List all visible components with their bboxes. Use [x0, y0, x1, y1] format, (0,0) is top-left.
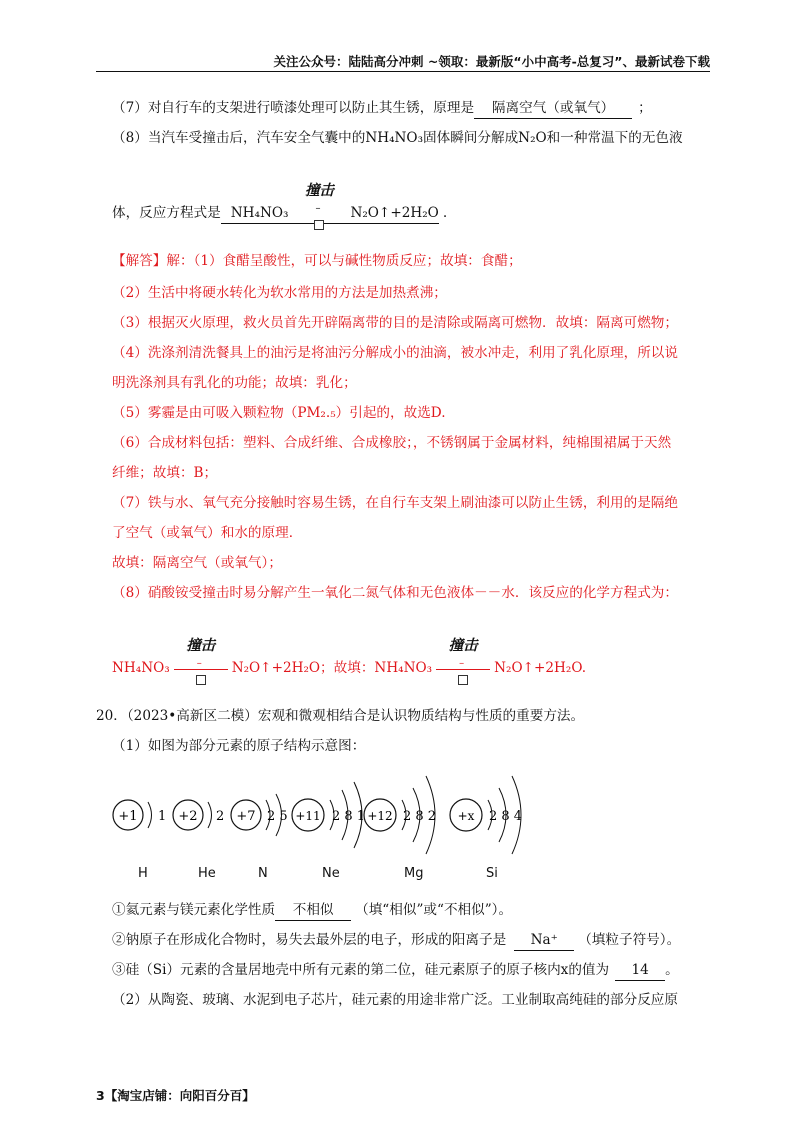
q8-reaction-arrow [288, 182, 350, 223]
q20-q1-suffix: （填“相似”或“不相似”）。 [355, 902, 513, 918]
placeholder-box-icon [458, 675, 468, 685]
q20-q1-answer: 不相似 [275, 900, 351, 921]
solution-line-3: （3）根据灭火原理，救火员首先开辟隔离带的目的是清除或隔离可燃物．故填：隔离可燃物； [112, 315, 678, 331]
solution-line-4: （4）洗涤剂清洗餐具上的油污是将油污分解成小的油滴，被水冲走，利用了乳化原理，所以说 [112, 345, 678, 361]
atom-si [450, 776, 522, 854]
arrow-bar [436, 669, 490, 670]
nucleus-label: +11 [295, 809, 321, 823]
nucleus-label: +7 [236, 809, 256, 824]
arrow-bar [174, 669, 228, 670]
shell-label: 2 8 1 [332, 809, 366, 824]
shell-label: 1 [158, 809, 167, 824]
atom-mg [364, 776, 436, 854]
element-symbol-si: Si [486, 866, 498, 881]
q8-suffix: . [442, 205, 448, 221]
solution-condition-2: 撞击 [448, 637, 478, 654]
solution-line-10: 了空气（或氧气）和水的原理． [112, 525, 303, 541]
q8-line2 [112, 182, 448, 224]
arrow-mark-icon: – [196, 658, 202, 669]
atom-h [113, 800, 166, 830]
placeholder-box-icon [196, 675, 206, 685]
q20-q3-answer: 14 [615, 960, 665, 981]
solution-line-6: （5）雾霾是由可吸入颗粒物（PM₂.₅）引起的，故选D. [112, 405, 446, 421]
solution-equation-line [112, 637, 587, 678]
solution-condition-1: 撞击 [186, 637, 216, 654]
q20-q3-line [112, 960, 679, 981]
solution-line-11: 故填：隔离空气（或氧气）； [112, 555, 282, 571]
solution-reaction-arrow-2 [432, 637, 494, 678]
q8-product: N₂O↑+2H₂O [350, 205, 439, 221]
solution-line-12: （8）硝酸铵受撞击时易分解产生一氧化二氮气体和无色液体－－水．该反应的化学方程式为： [112, 585, 678, 601]
nucleus-label: +12 [367, 809, 393, 823]
q20-q2-line [112, 930, 680, 951]
atom-he [173, 800, 224, 830]
q8-prefix: 体，反应方程式是 [112, 205, 221, 221]
q7-answer: 隔离空气（或氧气） [474, 98, 632, 119]
element-symbol-ne: Ne [322, 866, 340, 881]
solution-line-1: 【解答】解：（1）食醋呈酸性，可以与碱性物质反应；故填：食醋； [112, 253, 522, 269]
q20-q2-prefix: ②钠原子在形成化合物时，易失去最外层的电子，形成的阳离子是 [112, 932, 507, 948]
shell-label: 2 8 2 [403, 809, 437, 824]
atom-n [231, 794, 288, 836]
element-symbol-h: H [138, 866, 148, 881]
shell-label: 2 [216, 809, 225, 824]
q7-prefix: （7）对自行车的支架进行喷漆处理可以防止其生锈，原理是 [112, 100, 475, 116]
q20-q1-line [112, 900, 512, 921]
nucleus-label: +2 [178, 809, 198, 824]
solution-line-5: 明洗涤剂具有乳化的功能；故填：乳化； [112, 375, 357, 391]
solution-reaction-arrow-1 [170, 637, 232, 678]
q20-sub2: （2）从陶瓷、玻璃、水泥到电子芯片，硅元素的用途非常广泛。工业制取高纯硅的部分反应原 [112, 992, 678, 1008]
solution-product-1: N₂O↑+2H₂O；故填：NH₄NO₃ [231, 660, 433, 676]
q8-reactant: NH₄NO₃ [230, 205, 289, 221]
arrow-mark-icon: – [315, 203, 321, 214]
element-symbol-mg: Mg [404, 866, 424, 881]
solution-line-7: （6）合成材料包括：塑料、合成纤维、合成橡胶；，不锈钢属于金属材料，纯棉围裙属于天然 [112, 435, 672, 451]
solution-line-9: （7）铁与水、氧气充分接触时容易生锈，在自行车支架上刷油漆可以防止生锈，利用的是隔绝 [112, 495, 678, 511]
page-header: 关注公众号：陆陆高分冲刺 ~领取：最新版“小中高考-总复习”、最新试卷下载 [273, 54, 710, 69]
q8-condition: 撞击 [304, 182, 334, 199]
placeholder-box-icon [314, 220, 324, 230]
element-symbol-he: He [198, 866, 216, 881]
shell-label: 2 5 [267, 809, 288, 824]
q20-q1-prefix: ①氦元素与镁元素化学性质 [112, 902, 276, 918]
solution-line-8: 纤维；故填：B； [112, 465, 218, 481]
atomic-structure-diagram [110, 760, 550, 880]
q20-q2-answer: Na⁺ [514, 930, 574, 951]
q20-sub1: （1）如图为部分元素的原子结构示意图： [112, 738, 366, 754]
solution-product-2: N₂O↑+2H₂O. [494, 660, 587, 676]
nucleus-label: +1 [118, 809, 138, 824]
atom-ne [292, 782, 365, 848]
arrow-mark-icon: – [459, 658, 465, 669]
header-rule [96, 71, 710, 72]
solution-line-2: （2）生活中将硬水转化为软水常用的方法是加热煮沸； [112, 285, 447, 301]
solution-reactant: NH₄NO₃ [112, 660, 170, 676]
q8-equation [221, 182, 439, 224]
nucleus-label: +x [457, 809, 475, 823]
q20-stem: 20．（2023•高新区二模）宏观和微观相结合是认识物质结构与性质的重要方法。 [96, 708, 585, 724]
element-symbol-n: N [258, 866, 268, 881]
q20-q2-suffix: （填粒子符号）。 [578, 932, 681, 948]
page-footer: 3【淘宝店铺：向阳百分百】 [96, 1088, 255, 1103]
q7-line [112, 98, 652, 119]
q20-q3-prefix: ③硅（Si）元素的含量居地壳中所有元素的第二位，硅元素原子的原子核内x的值为 [112, 962, 610, 978]
q8-line1: （8）当汽车受撞击后，汽车安全气囊中的NH₄NO₃固体瞬间分解成N₂O和一种常温下的无色液 [112, 130, 683, 146]
q7-suffix: ； [638, 100, 652, 116]
q20-q3-suffix: 。 [665, 962, 679, 978]
shell-label: 2 8 4 [489, 809, 523, 824]
